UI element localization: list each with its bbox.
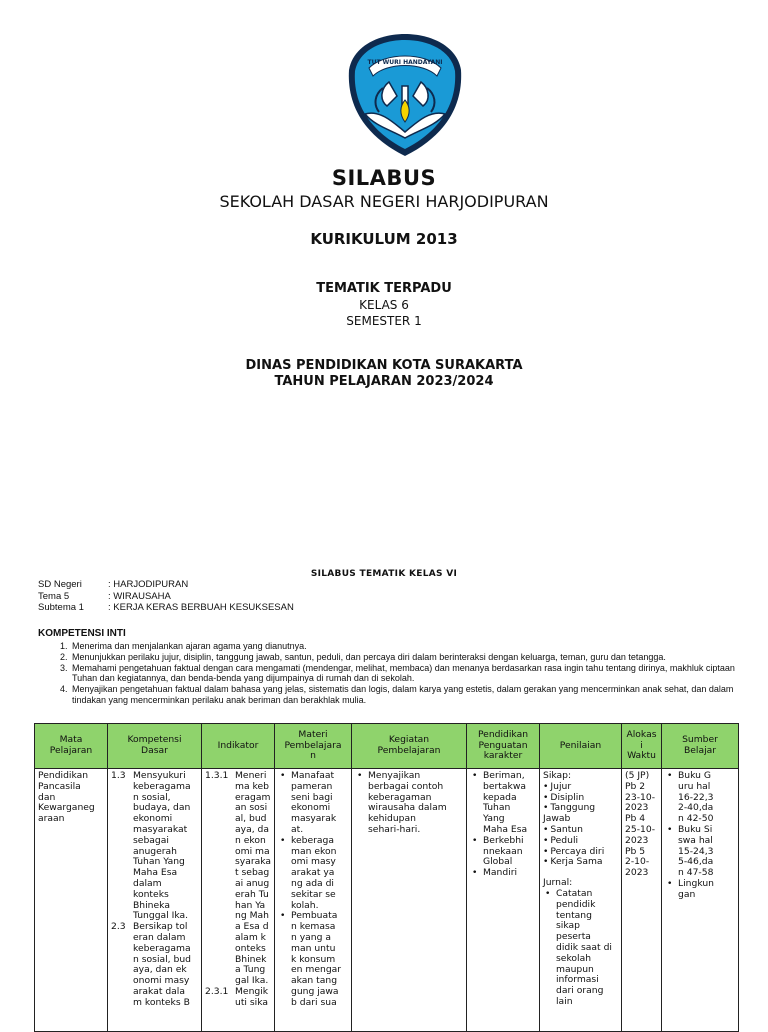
- list-item: • Lingkun gan: [665, 879, 735, 901]
- list-item: • Berkebhi nnekaan Global: [470, 836, 536, 868]
- info-row: [38, 591, 294, 603]
- cell-karakter: [467, 769, 540, 1032]
- cell-alokasi-waktu: (5 JP) Pb 2 23-10- 2023 Pb 4 25-10- 2023 Pb 5 2-10- 2023: [622, 769, 662, 1032]
- agency-name: DINAS PENDIDIKAN KOTA SURAKARTA: [245, 358, 523, 373]
- list-item: • Manafaat pameran seni bagi ekonomi masyarak at.: [278, 771, 348, 836]
- table-row: [35, 769, 739, 1032]
- item-number: 1.3.1: [205, 770, 229, 781]
- item-text: Mensyukuri keberagama n sosial, budaya, dan ekonomi masyarakat sebagai anugerah Tuhan Yang Maha Esa dalam konteks Bhineka Tunggal Ika.: [133, 770, 191, 922]
- list-item: • Peduli: [543, 836, 618, 847]
- silabus-heading: SILABUS TEMATIK KELAS VI: [310, 569, 458, 579]
- cell-kegiatan: [352, 769, 467, 1032]
- tematik-title: TEMATIK TERPADU: [316, 281, 452, 296]
- list-item: • Mandiri: [470, 868, 536, 879]
- school-name: SEKOLAH DASAR NEGERI HARJODIPURAN: [219, 192, 549, 211]
- info-value: : WIRAUSAHA: [108, 590, 171, 602]
- list-item: 3. Memahami pengetahuan faktual dengan cara mengamati (mendengar, melihat, membaca) dan menanya berdasarkan rasa ingin tahu tentang dirinya, makhluk ciptaan Tuhan dan kegiatannya, dan benda-benda yang dijumpainya di rumah dan di sekolah.: [70, 663, 744, 685]
- list-item: • keberaga man ekon omi masy arakat ya ng ada di sekitar se kolah.: [278, 836, 348, 912]
- info-label: SD Negeri: [38, 579, 82, 590]
- item-text: Mengik uti sika: [235, 985, 269, 1008]
- item-number: 1.3: [111, 770, 126, 781]
- list-item: [205, 771, 271, 987]
- kompetensi-inti-list: [38, 641, 744, 706]
- syllabus-table: [34, 723, 739, 1032]
- info-label: Tema 5: [38, 590, 70, 602]
- list-item: • Catatan pendidik tentang sikap peserta didik saat di sekolah maupun informasi dari orang lain: [543, 889, 618, 1008]
- sikap-label: Sikap:: [543, 770, 572, 781]
- column-header-sumber-belajar: Sumber Belajar: [662, 724, 739, 769]
- list-item: • Tanggung Jawab: [543, 803, 618, 825]
- list-item: • Buku G uru hal 16-22,3 2-40,da n 42-50: [665, 771, 735, 825]
- list-item: • Pembuata n kemasa n yang a man untu k konsum en mengar akan tang gung jawa b dari sua: [278, 911, 348, 1008]
- list-item: • Santun: [543, 825, 618, 836]
- column-header-penilaian: Penilaian: [540, 724, 622, 769]
- info-row: [38, 602, 294, 614]
- curriculum-title: KURIKULUM 2013: [310, 230, 458, 248]
- kompetensi-inti-title: KOMPETENSI INTI: [38, 628, 126, 639]
- svg-text:TUT WURI HANDAYANI: TUT WURI HANDAYANI: [367, 59, 443, 66]
- list-item: [111, 771, 198, 922]
- info-label: Subtema 1: [38, 602, 84, 613]
- list-item: • Jujur: [543, 782, 618, 793]
- list-item: • Disiplin: [543, 793, 618, 804]
- column-header-alokasi-waktu: Alokas i Waktu: [622, 724, 662, 769]
- list-item: • Kerja Sama: [543, 857, 618, 868]
- list-item: • Beriman, bertakwa kepada Tuhan Yang Maha Esa: [470, 771, 536, 836]
- item-text: Meneri ma keb eragam an sosi al, bud aya, da n ekon omi ma syaraka t sebag ai anug erah Tu han Ya ng Mah a Esa d alam k onteks Bhinek a Tung gal Ika.: [235, 770, 272, 987]
- column-header-materi: Materi Pembelajara n: [275, 724, 352, 769]
- cell-penilaian: [540, 769, 622, 1032]
- column-header-kegiatan: Kegiatan Pembelajaran: [352, 724, 467, 769]
- list-item: 4. Menyajikan pengetahuan faktual dalam bahasa yang jelas, sistematis dan logis, dalam karya yang estetis, dalam gerakan yang mencerminkan anak sehat, dan dalam tindakan yang mencerminkan perilaku anak beriman dan berakhlak mulia.: [70, 684, 744, 706]
- cell-sumber-belajar: [662, 769, 739, 1032]
- info-row: [38, 579, 294, 591]
- cell-materi: [275, 769, 352, 1032]
- item-number: 2.3: [111, 921, 126, 933]
- list-item: 2. Menunjukkan perilaku jujur, disiplin, tanggung jawab, santun, peduli, dan percaya diri dalam berinteraksi dengan keluarga, teman, guru dan tetangga.: [70, 652, 744, 663]
- list-item: • Buku Si swa hal 15-24,3 5-46,da n 47-58: [665, 825, 735, 879]
- document-title: SILABUS: [331, 166, 437, 190]
- cell-indikator: [202, 769, 275, 1032]
- info-block: [38, 579, 294, 614]
- info-value: : KERJA KERAS BERBUAH KESUKSESAN: [108, 602, 294, 613]
- item-number: 2.3.1: [205, 985, 229, 997]
- item-text: Bersikap tol eran dalam keberagama n sosial, bud aya, dan ek onomi masy arakat dala m konteks B: [133, 921, 192, 1008]
- semester-label: SEMESTER 1: [346, 314, 422, 328]
- list-item: [111, 922, 198, 1008]
- column-header-kompetensi-dasar: Kompetensi Dasar: [108, 724, 202, 769]
- column-header-indikator: Indikator: [202, 724, 275, 769]
- tut-wuri-handayani-logo: [345, 30, 465, 160]
- class-label: KELAS 6: [359, 298, 409, 312]
- info-value: : HARJODIPURAN: [108, 579, 189, 590]
- cell-mata-pelajaran: Pendidikan Pancasila dan Kewarganeg araan: [35, 769, 108, 1032]
- cell-kompetensi-dasar: [108, 769, 202, 1032]
- table-header-row: [35, 724, 739, 769]
- list-item: 1. Menerima dan menjalankan ajaran agama yang dianutnya.: [70, 641, 744, 652]
- list-item: • Percaya diri: [543, 847, 618, 858]
- column-header-karakter: Pendidikan Penguatan karakter: [467, 724, 540, 769]
- academic-year: TAHUN PELAJARAN 2023/2024: [274, 374, 494, 389]
- jurnal-label: Jurnal:: [543, 877, 573, 889]
- list-item: • Menyajikan berbagai contoh keberagaman wirausaha dalam kehidupan sehari-hari.: [355, 771, 463, 836]
- column-header-mata-pelajaran: Mata Pelajaran: [35, 724, 108, 769]
- list-item: [205, 987, 271, 1009]
